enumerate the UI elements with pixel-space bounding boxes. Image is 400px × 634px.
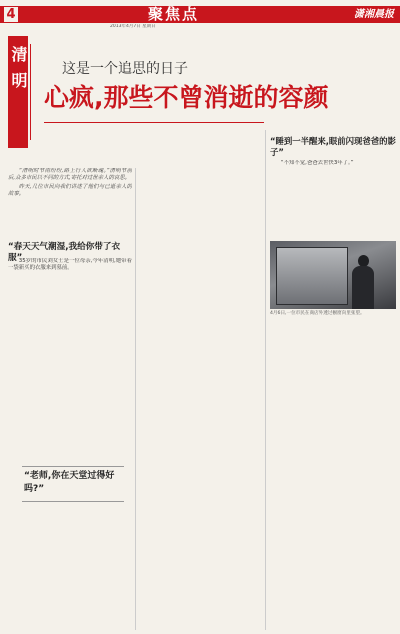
kicker-headline: 这是一个追思的日子 [62, 61, 188, 77]
dateline: 2013年4月7日 星期日 [110, 24, 156, 29]
story-3-body-continued [270, 324, 396, 630]
person-silhouette [352, 255, 374, 309]
title-rule [44, 122, 264, 123]
paragraph: “不知不觉,爸爸去世快3年了。” [280, 160, 354, 166]
column-divider [265, 130, 266, 630]
column-divider [135, 168, 136, 630]
story-2-body-continued [140, 484, 262, 630]
masthead [0, 6, 400, 23]
newspaper-logo: 潇湘晨报 [354, 9, 394, 20]
paragraph: “清明时节雨纷纷,路上行人欲断魂。”清明节前后,众多市民以不同的方式,寄托对过世亲人的哀思。 [8, 168, 132, 182]
banner-text: 清明 [9, 46, 28, 98]
qingming-banner [8, 36, 28, 148]
photo-caption: 4月6日,一位市民在商店外透过橱窗向里张望。 [270, 311, 365, 316]
shop-window [276, 247, 348, 305]
story-2-body [8, 506, 132, 630]
paragraph: 35岁的市民刘女士是一位母亲,今年清明,她带着一袋新买的衣服来到墓前。 [8, 258, 132, 272]
lead-paragraphs [8, 168, 132, 240]
banner-divider [30, 44, 31, 140]
page-number: 4 [4, 7, 18, 22]
story-1-body [8, 258, 132, 462]
section-title: 聚焦点 [148, 5, 200, 23]
story-1-heading: “春天天气潮湿,我给你带了衣服” [8, 242, 121, 263]
pull-quote [22, 466, 124, 502]
main-headline: 心疯,那些不曾消逝的容颜 [44, 83, 329, 112]
story-3-heading: “睡到一半醒来,眼前闪现爸爸的影子” [270, 136, 396, 157]
paragraph: 昨天,几位市民向我们讲述了他们与已逝亲人的故事。 [8, 183, 132, 198]
pull-quote-text: “老师,你在天堂过得好吗?” [24, 471, 115, 494]
news-photo [270, 241, 396, 309]
story-3-body [270, 160, 396, 238]
person-body [352, 266, 374, 309]
story-1-body-continued [140, 170, 262, 480]
